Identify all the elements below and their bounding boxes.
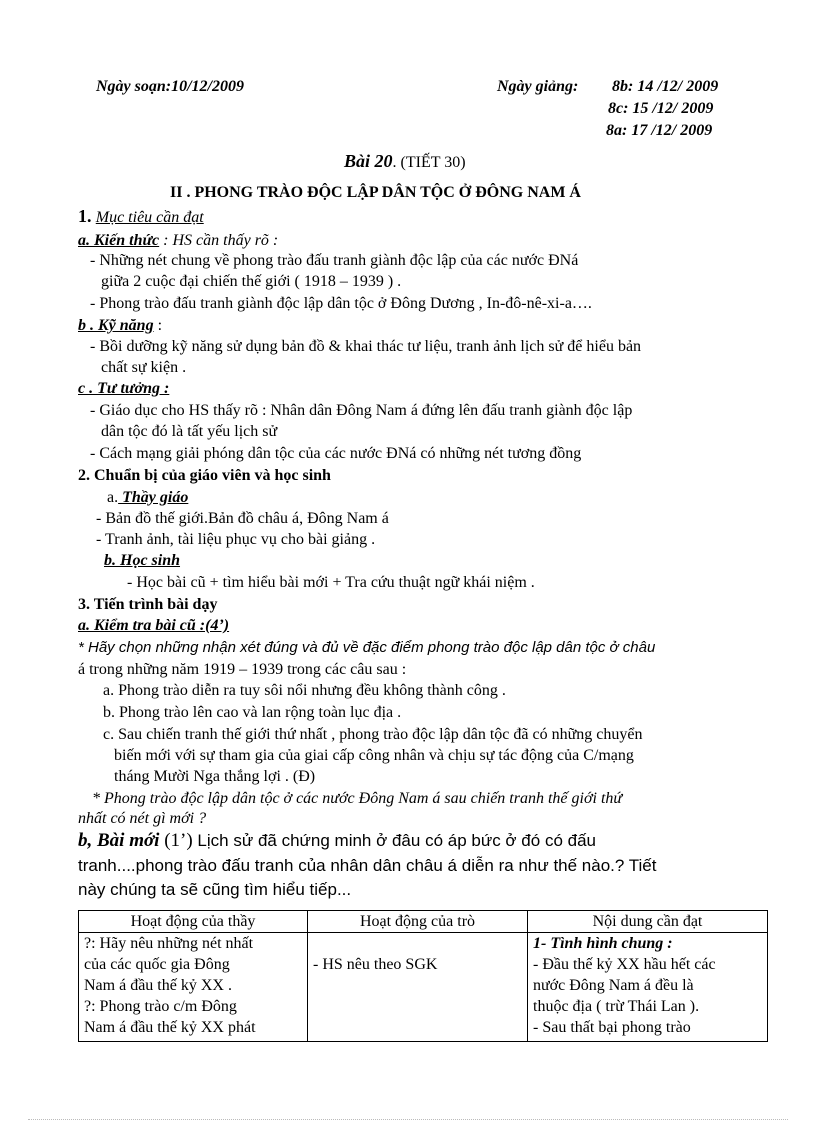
knowledge-item-1a: - Những nét chung về phong trào đấu tranh giành độc lập của các nước ĐNá xyxy=(90,252,579,269)
review-option-c2: biến mới với sự tham gia của giai cấp công nhân và chịu sự tác động của C/mạng xyxy=(114,747,634,764)
objectives-heading-text: Mục tiêu cần đạt xyxy=(95,209,204,226)
page-bottom-divider xyxy=(28,1119,788,1120)
thought-label: c . Tư tưởng : xyxy=(78,380,170,397)
student-activity-text: - HS nêu theo SGK xyxy=(313,956,438,973)
teacher-label: Thầy giáo xyxy=(118,489,189,506)
content-line: - Đầu thế kỷ XX hầu hết các xyxy=(533,956,716,973)
review-option-b: b. Phong trào lên cao và lan rộng toàn lục địa . xyxy=(103,704,402,721)
review-question2-a: * Phong trào độc lập dân tộc ở các nước Đông Nam á sau chiến tranh thế giới thứ xyxy=(92,790,623,807)
table-row xyxy=(79,933,768,1042)
teacher-line: Nam á đầu thế kỷ XX . xyxy=(84,977,232,994)
skills-item-1a: - Bồi dưỡng kỹ năng sử dụng bản đồ & khai thác tư liệu, tranh ảnh lịch sử để hiểu bản xyxy=(90,338,642,355)
class-date-8a: 8a: 17 /12/ 2009 xyxy=(606,122,713,139)
student-label: b. Học sinh xyxy=(104,552,181,569)
skills-label: b . Kỹ năng xyxy=(78,317,154,334)
activity-table xyxy=(78,910,768,1042)
review-option-c3: tháng Mười Nga thắng lợi . (Đ) xyxy=(114,768,316,785)
student-activity-cell xyxy=(308,933,528,1042)
teacher-label-line xyxy=(107,487,188,509)
student-item-1: - Học bài cũ + tìm hiểu bài mới + Tra cứu thuật ngữ khái niệm . xyxy=(127,574,535,591)
skills-line xyxy=(78,315,162,337)
skills-item-1b: chất sự kiện . xyxy=(101,359,187,376)
objectives-heading xyxy=(78,205,204,229)
lesson-number: Bài 20 xyxy=(344,151,393,171)
content-line: thuộc địa ( trừ Thái Lan ). xyxy=(533,998,700,1015)
lesson-period: . (TIẾT 30) xyxy=(392,154,466,171)
preparation-heading: 2. Chuẩn bị của giáo viên và học sinh xyxy=(78,467,331,484)
class-date-8b: 8b: 14 /12/ 2009 xyxy=(612,78,719,95)
content-cell xyxy=(528,933,768,1042)
thought-item-1a: - Giáo dục cho HS thấy rõ : Nhân dân Đông Nam á đứng lên đấu tranh giành độc lập xyxy=(90,402,633,419)
teacher-prefix: a. xyxy=(107,489,119,506)
content-line: - Sau thất bại phong trào xyxy=(533,1019,691,1036)
header-teacher-activity: Hoạt động của thầy xyxy=(79,911,308,933)
class-date-8c: 8c: 15 /12/ 2009 xyxy=(608,100,714,117)
knowledge-item-2: - Phong trào đấu tranh giành độc lập dân tộc ở Đông Dương , In-đô-nê-xi-a…. xyxy=(90,295,592,312)
content-line: nước Đông Nam á đều là xyxy=(533,977,694,994)
review-question-a: * Hãy chọn những nhận xét đúng và đủ về đặc điểm phong trào độc lập dân tộc ở châu xyxy=(78,639,656,656)
thought-item-2: - Cách mạng giải phóng dân tộc của các nước ĐNá có những nét tương đồng xyxy=(90,445,582,462)
lesson-title: II . PHONG TRÀO ĐỘC LẬP DÂN TỘC Ở ĐÔNG NAM Á xyxy=(170,184,581,201)
review-option-c1: c. Sau chiến tranh thế giới thứ nhất , phong trào độc lập dân tộc đã có những chuyển xyxy=(103,726,643,743)
teacher-line: ?: Hãy nêu những nét nhất xyxy=(84,935,254,952)
teacher-line: ?: Phong trào c/m Đông xyxy=(84,998,237,1015)
new-lesson-label: b, Bài mới xyxy=(78,830,160,851)
date-taught-label: Ngày giảng: xyxy=(497,78,579,95)
teacher-item-2: - Tranh ảnh, tài liệu phục vụ cho bài giảng . xyxy=(96,531,376,548)
new-lesson-line-1 xyxy=(78,828,596,854)
knowledge-label: a. Kiến thức xyxy=(78,232,160,249)
content-heading: 1- Tình hình chung : xyxy=(533,935,673,952)
table-header-row xyxy=(79,911,768,933)
review-option-a: a. Phong trào diễn ra tuy sôi nổi nhưng đều không thành công . xyxy=(103,682,506,699)
review-label: a. Kiểm tra bài cũ :(4’) xyxy=(78,617,230,634)
new-lesson-line-3: này chúng ta sẽ cũng tìm hiểu tiếp... xyxy=(78,880,352,899)
new-lesson-text-1: Lịch sử đã chứng minh ở đâu có áp bức ở đó có đấu xyxy=(192,831,596,850)
thought-item-1b: dân tộc đó là tất yếu lịch sử xyxy=(101,423,278,440)
objectives-heading-num: 1. xyxy=(78,206,92,226)
header-student-activity: Hoạt động của trò xyxy=(308,911,528,933)
review-question2-b: nhất có nét gì mới ? xyxy=(78,810,207,827)
teacher-line: Nam á đầu thế kỷ XX phát xyxy=(84,1019,256,1036)
knowledge-item-1b: giữa 2 cuộc đại chiến thế giới ( 1918 – 1939 ) . xyxy=(101,273,402,290)
teacher-activity-cell xyxy=(79,933,308,1042)
date-prepared: Ngày soạn:10/12/2009 xyxy=(96,78,244,95)
new-lesson-line-2: tranh....phong trào đấu tranh của nhân dân châu á diễn ra như thế nào.? Tiết xyxy=(78,856,657,875)
teacher-item-1: - Bản đồ thế giới.Bản đồ châu á, Đông Nam á xyxy=(96,510,389,527)
teacher-line: của các quốc gia Đông xyxy=(84,956,230,973)
new-lesson-time: (1’) xyxy=(159,830,193,851)
knowledge-intro: : HS cần thấy rõ : xyxy=(163,232,279,249)
header-content: Nội dung cần đạt xyxy=(528,911,768,933)
process-heading: 3. Tiến trình bài dạy xyxy=(78,596,218,613)
lesson-number-line xyxy=(344,150,466,174)
skills-colon: : xyxy=(153,317,163,334)
knowledge-line xyxy=(78,230,278,252)
review-question-b: á trong những năm 1919 – 1939 trong các câu sau : xyxy=(78,661,407,678)
